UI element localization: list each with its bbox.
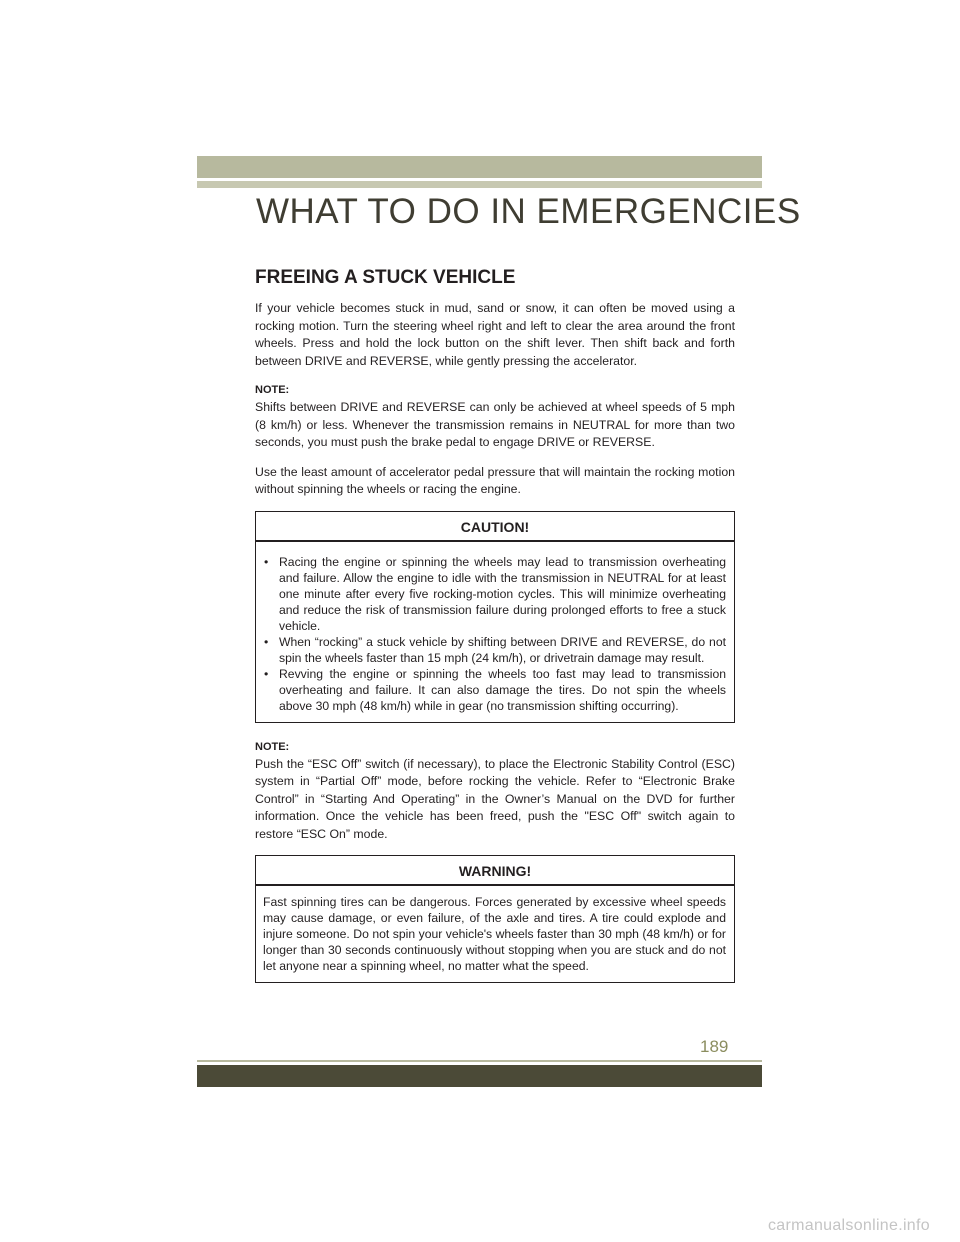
warning-box bbox=[255, 855, 735, 983]
note-label: NOTE: bbox=[255, 740, 290, 753]
caution-title: CAUTION! bbox=[256, 512, 734, 542]
caution-box bbox=[255, 511, 735, 723]
article-heading: FREEING A STUCK VEHICLE bbox=[255, 267, 516, 288]
warning-body: Fast spinning tires can be dangerous. Forces generated by excessive wheel speeds may cause damage, or even failure, of the axle and tires. A tire could explode and injure someone. Do not spin your vehicle's wheels faster than 30 mph (48 km/h) or for longer than 30 seconds continuously without stopping when you are stuck and do not let anyone near a spinning wheel, no matter what the speed. bbox=[263, 895, 726, 973]
caution-list bbox=[263, 554, 726, 714]
note-text: Shifts between DRIVE and REVERSE can only be achieved at wheel speeds of 5 mph (8 km/h) or less. Whenever the transmission remains in NEUTRAL for more than two seconds, you must push the brake pedal to engage DRIVE or REVERSE. bbox=[255, 400, 735, 449]
section-title: WHAT TO DO IN EMERGENCIES bbox=[256, 192, 801, 231]
caution-item: • Revving the engine or spinning the wheels too fast may lead to transmission overheating and failure. It can also damage the tires. Do not spin the wheels above 30 mph (48 km/h) while in gear (no transmission shifting occurring). bbox=[263, 666, 726, 714]
footer-band bbox=[197, 1065, 762, 1087]
footer-rule bbox=[197, 1060, 762, 1062]
header-band bbox=[197, 156, 762, 178]
caution-body bbox=[256, 542, 734, 722]
header-rule bbox=[197, 181, 762, 188]
note-text: Push the “ESC Off” switch (if necessary), to place the Electronic Stability Control (ESC) system in “Partial Off” mode, before rocking the vehicle. Refer to “Electronic Brake Control” in “Starting And Operating” in the Owner’s Manual on the DVD for further information. Once the vehicle has been freed, push the "ESC Off" switch again to restore “ESC On” mode. bbox=[255, 756, 735, 841]
note-label: NOTE: bbox=[255, 384, 290, 396]
page-content bbox=[255, 264, 735, 999]
intro-paragraph: If your vehicle becomes stuck in mud, sand or snow, it can often be moved using a rocking motion. Turn the steering wheel right and left to clear the area around the front wheels. Press and hold the lock button on the shift lever. Then shift back and forth between DRIVE and REVERSE, while gently pressing the accelerator. bbox=[255, 301, 735, 368]
watermark: carmanualsonline.info bbox=[768, 1217, 930, 1234]
page-number: 189 bbox=[700, 1037, 729, 1056]
caution-item: • When “rocking” a stuck vehicle by shifting between DRIVE and REVERSE, do not spin the wheels faster than 15 mph (24 km/h), or drivetrain damage may result. bbox=[263, 634, 726, 666]
warning-title: WARNING! bbox=[256, 856, 734, 886]
accelerator-paragraph: Use the least amount of accelerator pedal pressure that will maintain the rocking motion without spinning the wheels or racing the engine. bbox=[255, 464, 735, 496]
caution-item: • Racing the engine or spinning the wheels may lead to transmission overheating and failure. Allow the engine to idle with the transmission in NEUTRAL for at least one minute after every five rocking-motion cycles. This will minimize overheating and reduce the risk of transmission failure during prolonged efforts to free a stuck vehicle. bbox=[263, 554, 726, 634]
